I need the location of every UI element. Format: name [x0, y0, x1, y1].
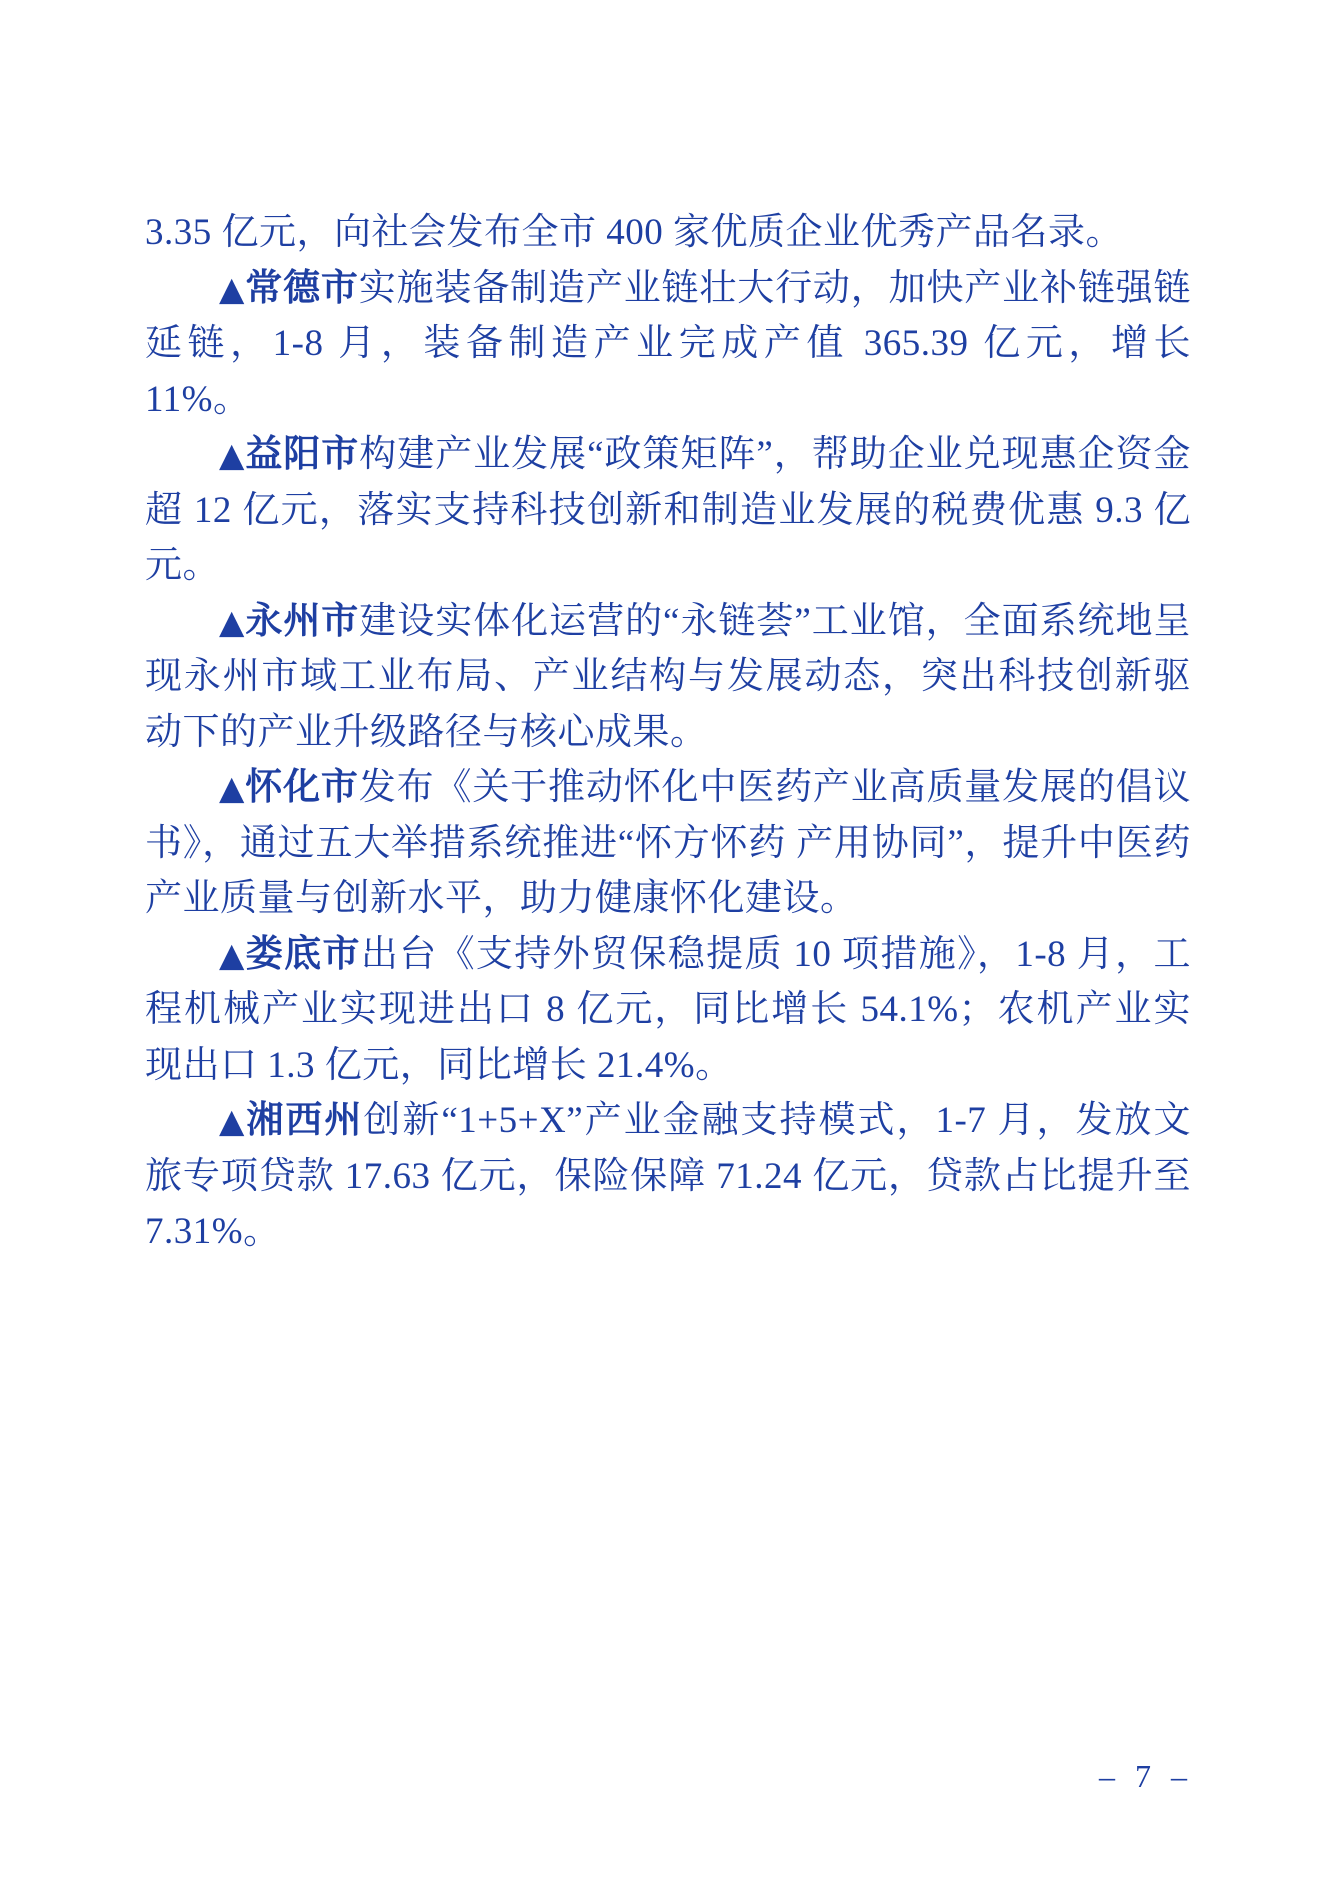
paragraph-text: 实施装备制造产业链壮大行动，加快产业补链强链延链，1-8 月，装备制造产业完成产值 365.39 亿元，增长 11%。 [145, 267, 1192, 420]
paragraph [145, 205, 1191, 261]
paragraph [145, 927, 1191, 1094]
city-name: 湘西州 [246, 1100, 364, 1141]
page-number: – 7 – [1099, 1758, 1193, 1794]
bullet-triangle-icon: ▲ [219, 435, 246, 474]
bullet-triangle-icon: ▲ [219, 934, 246, 974]
city-name: 常德市 [245, 267, 359, 309]
document-body [145, 205, 1191, 1260]
paragraph-text: 3.35 亿元，向社会发布全市 400 家优质企业优秀产品名录。 [145, 212, 1123, 253]
bullet-triangle-icon: ▲ [219, 601, 246, 641]
bullet-triangle-icon: ▲ [219, 768, 246, 807]
paragraph-text: 出台《支持外贸保稳提质 10 项措施》，1-8 月，工程机械产业实现进出口 8 亿元，同比增长 54.1%；农机产业实现出口 1.3 亿元，同比增长 21.4%。 [145, 933, 1192, 1086]
paragraph [145, 594, 1191, 761]
paragraph-text: 构建产业发展“政策矩阵”，帮助企业兑现惠企资金超 12 亿元，落实支持科技创新和制造业发展的税费优惠 9.3 亿元。 [145, 434, 1192, 586]
paragraph [145, 1093, 1191, 1260]
paragraph [145, 427, 1191, 594]
paragraph [145, 261, 1191, 428]
paragraph [145, 760, 1191, 927]
city-name: 娄底市 [245, 933, 361, 975]
paragraph-text: 发布《关于推动怀化中医药产业高质量发展的倡议书》，通过五大举措系统推进“怀方怀药 产用协同”，提升中医药产业质量与创新水平，助力健康怀化建设。 [145, 767, 1192, 919]
paragraph-text: 建设实体化运营的“永链荟”工业馆，全面系统地呈现永州市域工业布局、产业结构与发展动态，突出科技创新驱动下的产业升级路径与核心成果。 [145, 600, 1192, 753]
city-name: 永州市 [245, 600, 360, 642]
city-name: 怀化市 [245, 767, 359, 808]
bullet-triangle-icon: ▲ [219, 1101, 247, 1140]
city-name: 益阳市 [245, 434, 360, 475]
bullet-triangle-icon: ▲ [219, 268, 246, 308]
paragraph-text: 创新“1+5+X”产业金融支持模式，1-7 月，发放文旅专项贷款 17.63 亿元，保险保障 71.24 亿元，贷款占比提升至 7.31%。 [145, 1100, 1191, 1252]
